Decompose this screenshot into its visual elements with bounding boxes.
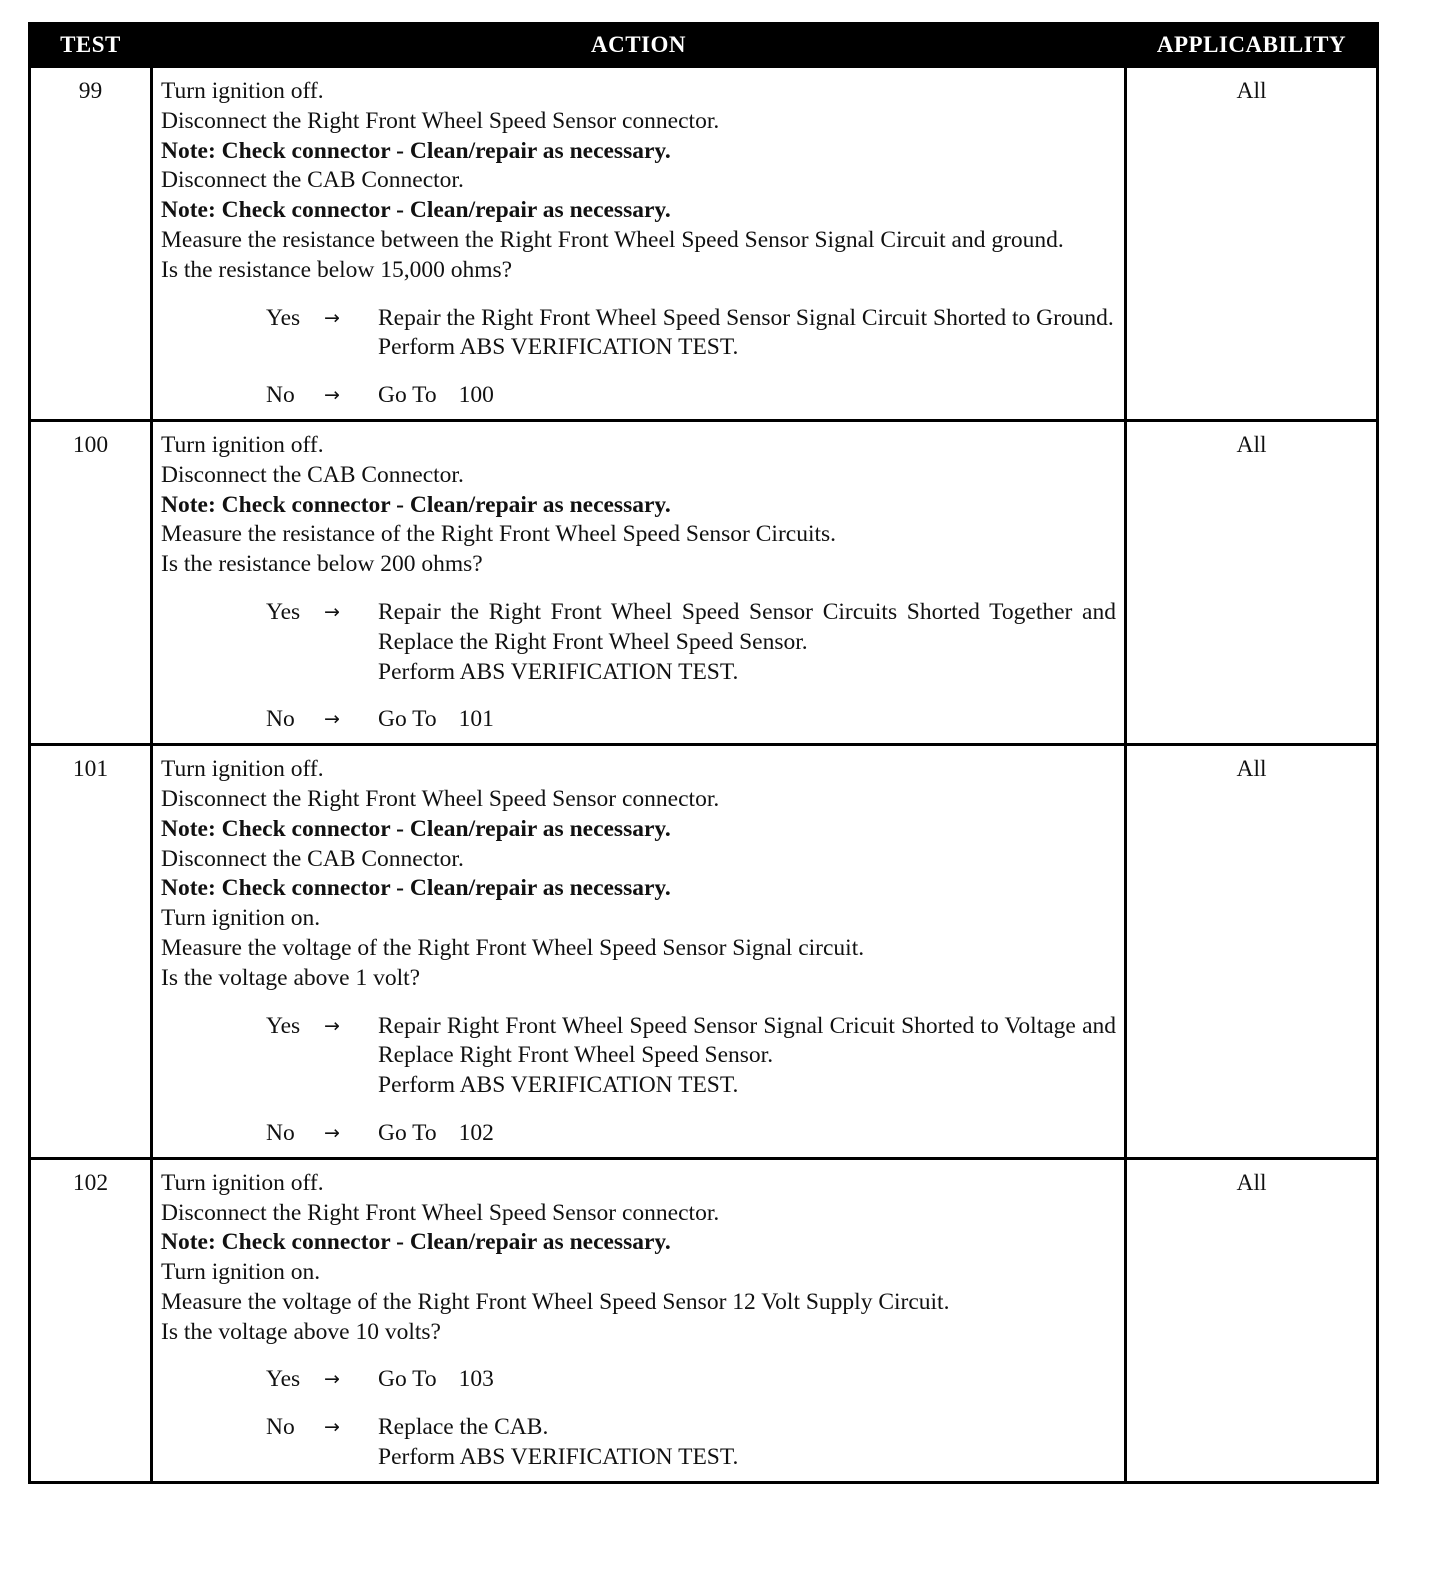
no-branch xyxy=(266,1413,1116,1473)
header-applicability: APPLICABILITY xyxy=(1126,24,1378,67)
table-row xyxy=(30,420,1378,744)
goto-target: 103 xyxy=(458,1366,494,1393)
step-line: Disconnect the CAB Connector. xyxy=(161,845,464,872)
no-label: No xyxy=(266,1119,295,1146)
yes-branch xyxy=(266,1012,1116,1101)
note-line: Note: Check connector - Clean/repair as necessary. xyxy=(161,1229,671,1256)
table-body xyxy=(30,67,1378,1483)
step-line: Turn ignition off. xyxy=(161,756,324,783)
action-cell xyxy=(152,745,1126,1159)
arrow-icon: → xyxy=(324,600,340,623)
branch-list xyxy=(161,598,1116,735)
arrow-icon: → xyxy=(324,306,340,329)
table-row xyxy=(30,1158,1378,1482)
action-cell xyxy=(152,67,1126,421)
no-label: No xyxy=(266,382,295,409)
step-line: Disconnect the CAB Connector. xyxy=(161,167,464,194)
goto-text: Go To xyxy=(378,1119,437,1146)
step-line: Disconnect the Right Front Wheel Speed Sensor connector. xyxy=(161,1199,720,1226)
arrow-icon: → xyxy=(324,1121,340,1144)
step-line: Turn ignition off. xyxy=(161,431,324,458)
test-number: 99 xyxy=(30,67,152,421)
diagnostic-page xyxy=(28,22,1376,1484)
no-label: No xyxy=(266,1414,295,1441)
result-line: Repair Right Front Wheel Speed Sensor Signal Cricuit Shorted to Voltage and Replace Right Front Wheel Speed Sensor. xyxy=(378,1012,1116,1069)
header-action: ACTION xyxy=(152,24,1126,67)
table-row xyxy=(30,67,1378,421)
goto-text: Go To xyxy=(378,1366,437,1393)
result-line: Perform ABS VERIFICATION TEST. xyxy=(378,1072,739,1099)
note-line: Note: Check connector - Clean/repair as necessary. xyxy=(161,875,671,902)
step-line: Measure the resistance of the Right Front Wheel Speed Sensor Circuits. xyxy=(161,521,837,548)
step-line: Is the voltage above 1 volt? xyxy=(161,964,421,991)
applicability-value: All xyxy=(1126,1158,1378,1482)
step-line: Is the voltage above 10 volts? xyxy=(161,1318,441,1345)
branch-list xyxy=(161,1012,1116,1149)
header-test: TEST xyxy=(30,24,152,67)
note-line: Note: Check connector - Clean/repair as necessary. xyxy=(161,137,671,164)
yes-label: Yes xyxy=(266,1012,301,1039)
goto-text: Go To xyxy=(378,706,437,733)
yes-branch xyxy=(266,1365,1116,1395)
step-line: Measure the resistance between the Right Front Wheel Speed Sensor Signal Circuit and ground. xyxy=(161,226,1064,253)
arrow-icon: → xyxy=(324,1416,340,1439)
yes-result xyxy=(378,1365,1116,1395)
result-line: Replace the CAB. xyxy=(378,1414,549,1441)
table-row xyxy=(30,745,1378,1159)
goto-target: 102 xyxy=(458,1119,494,1146)
no-result xyxy=(378,1119,1116,1149)
table-header-row xyxy=(30,24,1378,67)
no-branch xyxy=(266,1119,1116,1149)
step-line: Turn ignition off. xyxy=(161,1169,324,1196)
step-line: Turn ignition on. xyxy=(161,1259,321,1286)
no-branch xyxy=(266,705,1116,735)
arrow-icon: → xyxy=(324,1014,340,1037)
no-branch xyxy=(266,381,1116,411)
yes-branch xyxy=(266,598,1116,687)
goto-link xyxy=(378,382,494,408)
goto-target: 100 xyxy=(458,382,494,409)
applicability-value: All xyxy=(1126,67,1378,421)
no-result xyxy=(378,1413,1116,1473)
no-label: No xyxy=(266,706,295,733)
result-line: Perform ABS VERIFICATION TEST. xyxy=(378,658,739,685)
goto-text: Go To xyxy=(378,382,437,409)
yes-label: Yes xyxy=(266,1366,301,1393)
applicability-value: All xyxy=(1126,745,1378,1159)
step-line: Turn ignition on. xyxy=(161,905,321,932)
diagnostic-table xyxy=(28,22,1379,1484)
arrow-icon: → xyxy=(324,384,340,407)
yes-branch xyxy=(266,304,1116,364)
result-line: Perform ABS VERIFICATION TEST. xyxy=(378,334,739,361)
step-line: Measure the voltage of the Right Front Wheel Speed Sensor Signal circuit. xyxy=(161,934,865,961)
yes-result xyxy=(378,1012,1116,1101)
action-cell xyxy=(152,420,1126,744)
branch-list xyxy=(161,304,1116,411)
yes-label: Yes xyxy=(266,304,301,331)
step-line: Turn ignition off. xyxy=(161,78,324,104)
goto-link xyxy=(378,706,494,732)
applicability-value: All xyxy=(1126,420,1378,744)
step-line: Disconnect the CAB Connector. xyxy=(161,461,464,488)
yes-label: Yes xyxy=(266,598,301,625)
arrow-icon: → xyxy=(324,708,340,731)
result-line: Repair the Right Front Wheel Speed Sensor Circuits Shorted Together and Replace the Right Front Wheel Speed Sensor. xyxy=(378,598,1116,655)
no-result xyxy=(378,705,1116,735)
goto-target: 101 xyxy=(458,706,494,733)
arrow-icon: → xyxy=(324,1368,340,1391)
result-line: Perform ABS VERIFICATION TEST. xyxy=(378,1444,739,1471)
step-line: Disconnect the Right Front Wheel Speed Sensor connector. xyxy=(161,785,720,812)
note-line: Note: Check connector - Clean/repair as necessary. xyxy=(161,815,671,842)
goto-link xyxy=(378,1366,494,1392)
yes-result xyxy=(378,304,1116,364)
branch-list xyxy=(161,1365,1116,1472)
step-line: Measure the voltage of the Right Front Wheel Speed Sensor 12 Volt Supply Circuit. xyxy=(161,1288,950,1315)
step-line: Is the resistance below 200 ohms? xyxy=(161,551,483,578)
test-number: 102 xyxy=(30,1158,152,1482)
goto-link xyxy=(378,1120,494,1146)
note-line: Note: Check connector - Clean/repair as necessary. xyxy=(161,197,671,224)
test-number: 101 xyxy=(30,745,152,1159)
step-line: Disconnect the Right Front Wheel Speed Sensor connector. xyxy=(161,107,720,134)
action-cell xyxy=(152,1158,1126,1482)
test-number: 100 xyxy=(30,420,152,744)
note-line: Note: Check connector - Clean/repair as necessary. xyxy=(161,491,671,518)
result-line: Repair the Right Front Wheel Speed Sensor Signal Circuit Shorted to Ground. xyxy=(378,304,1114,331)
no-result xyxy=(378,381,1116,411)
step-line: Is the resistance below 15,000 ohms? xyxy=(161,256,513,283)
yes-result xyxy=(378,598,1116,687)
